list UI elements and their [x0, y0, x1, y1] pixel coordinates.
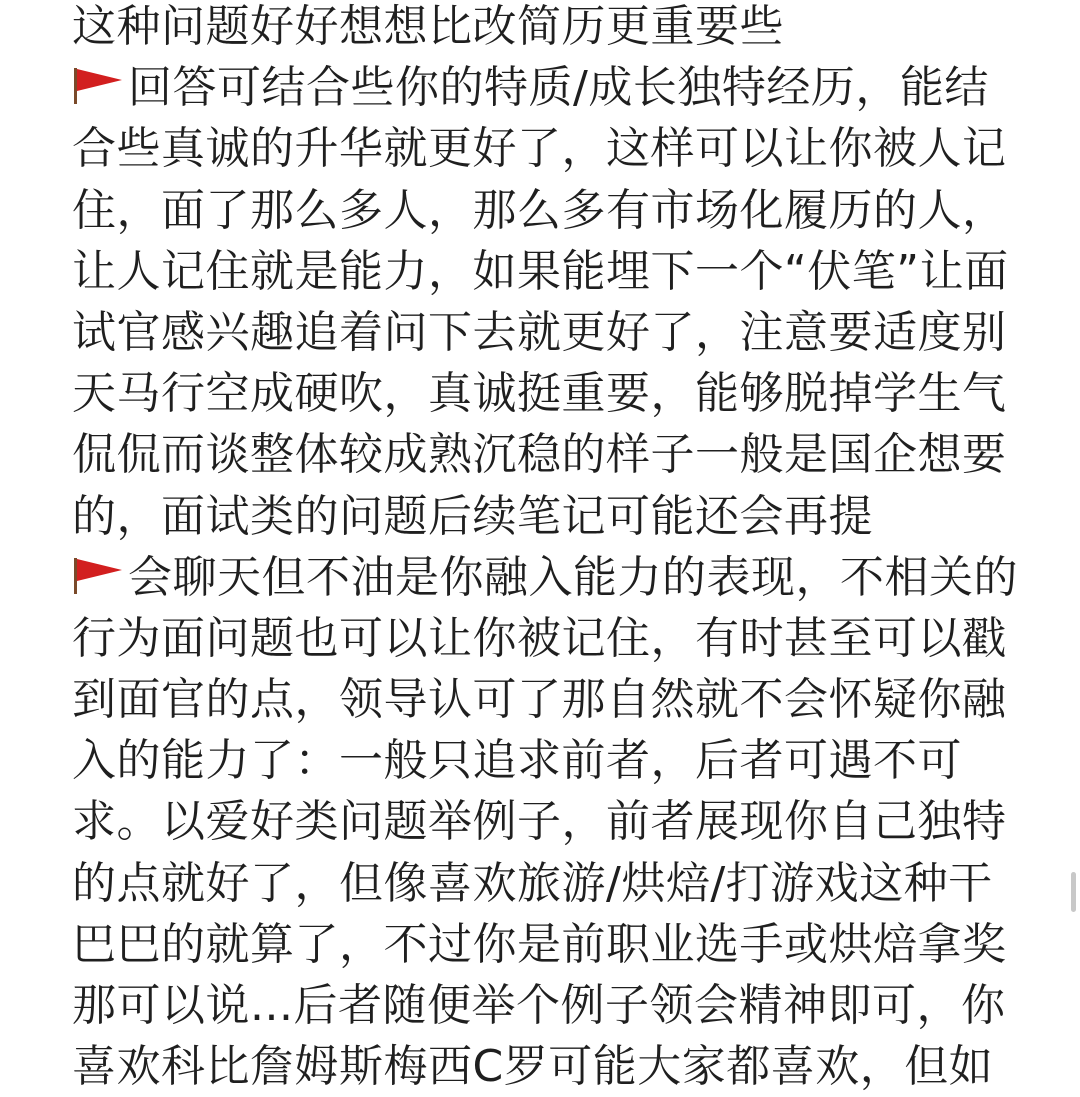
note-line-8: 侃侃而谈整体较成熟沉稳的样子一般是国企想要 [72, 429, 1007, 481]
note-body [72, 0, 1018, 1097]
note-line-4: 住，面了那么多人，那么多有市场化履历的人， [72, 184, 1007, 236]
note-line-6: 试官感兴趣追着问下去就更好了，注意要适度别 [72, 306, 1007, 358]
note-line-11: 行为面问题也可以让你被记住，有时甚至可以戳 [72, 612, 1007, 664]
note-line-18: 喜欢科比詹姆斯梅西C罗可能大家都喜欢，但如 [72, 1041, 994, 1093]
note-line-13: 入的能力了：一般只追求前者，后者可遇不可 [72, 735, 962, 787]
note-line-12: 到面官的点，领导认可了那自然就不会怀疑你融 [72, 674, 1007, 726]
note-line-2 [72, 57, 1002, 118]
note-line-14: 求。以爱好类问题举例子，前者展现你自己独特 [72, 796, 1007, 848]
bullet-text-2: 会聊天但不油是你融入能力的表现，不相关的 [128, 551, 1018, 603]
note-line-5: 让人记住就是能力，如果能埋下一个“伏笔”让面 [72, 245, 1009, 297]
note-line-9: 的，面试类的问题后续笔记可能还会再提 [72, 490, 873, 542]
note-line-15: 的点就好了，但像喜欢旅游/烘焙/打游戏这种干 [72, 857, 993, 909]
red-flag-icon [72, 66, 126, 106]
bullet-text-1: 回答可结合些你的特质/成长独特经历，能结 [128, 62, 989, 114]
red-flag-icon [72, 556, 126, 596]
note-line-10 [72, 547, 1018, 608]
note-line-7: 天马行空成硬吹，真诚挺重要，能够脱掉学生气 [72, 368, 1007, 420]
scrollbar-thumb[interactable] [1071, 872, 1076, 912]
note-line-17: 那可以说...后者随便举个例子领会精神即可，你 [72, 980, 1006, 1031]
note-line-1: 这种问题好好想想比改简历更重要些 [72, 1, 784, 52]
note-line-16: 巴巴的就算了，不过你是前职业选手或烘焙拿奖 [72, 918, 1007, 970]
note-line-3: 合些真诚的升华就更好了，这样可以让你被人记 [72, 123, 1007, 175]
